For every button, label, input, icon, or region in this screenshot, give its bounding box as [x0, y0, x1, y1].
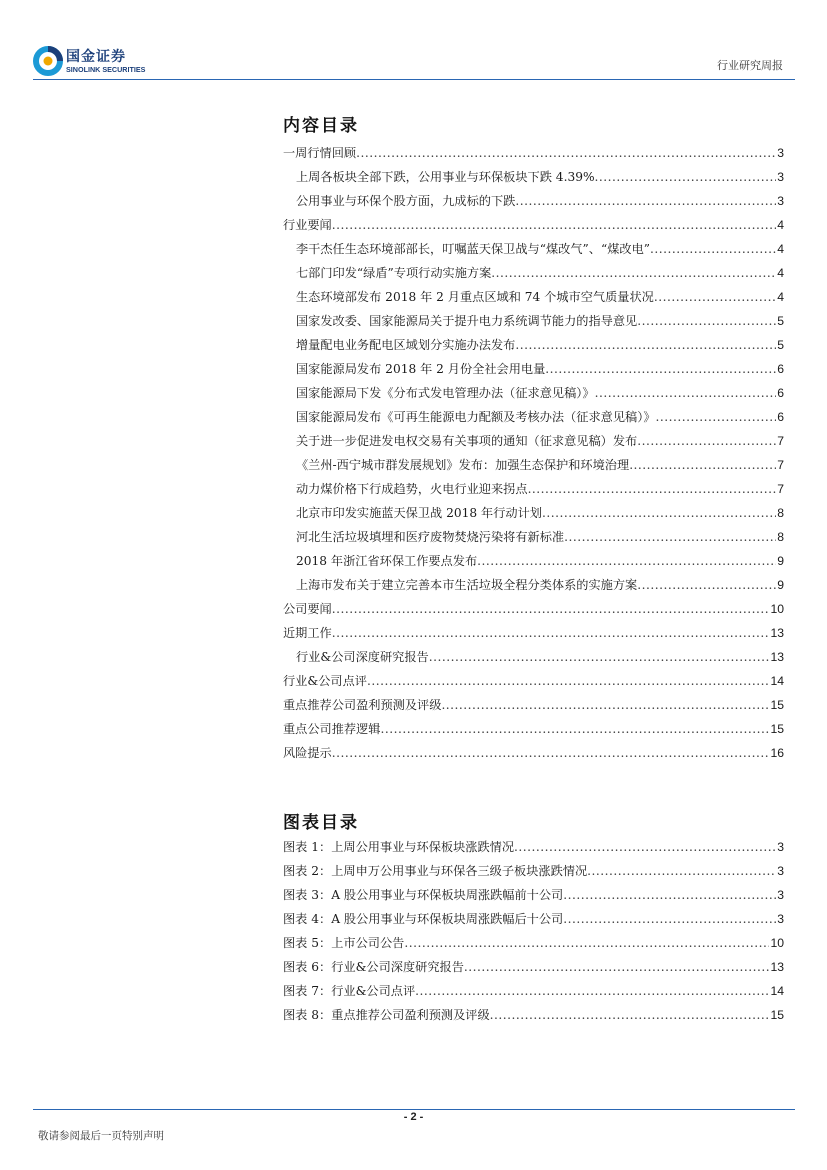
figure-entry-text[interactable]: 图表 3：A 股公用事业与环保板块周涨跌幅前十公司 [283, 888, 564, 902]
dot-leader [637, 429, 776, 453]
toc-entry[interactable] [283, 693, 784, 717]
figure-entry-page[interactable]: 10 [770, 936, 784, 950]
toc-entry[interactable] [283, 621, 784, 645]
dot-leader [564, 525, 776, 549]
toc-entry-text[interactable]: 行业&公司深度研究报告 [296, 650, 429, 664]
toc-entry-text[interactable]: 国家能源局发布《可再生能源电力配额及考核办法（征求意见稿）》 [296, 410, 656, 424]
toc-entry-text[interactable]: 风险提示 [283, 746, 332, 760]
toc-entry-page[interactable]: 9 [777, 578, 784, 592]
dot-leader [332, 597, 770, 621]
contents-list [283, 141, 784, 765]
dot-leader [490, 1003, 770, 1027]
toc-entry-page[interactable]: 15 [770, 722, 784, 736]
figure-entry[interactable] [283, 907, 784, 931]
toc-entry-page[interactable]: 4 [777, 242, 784, 256]
dot-leader [595, 165, 777, 189]
toc-entry-page[interactable]: 5 [777, 314, 784, 328]
toc-entry-page[interactable]: 6 [777, 386, 784, 400]
sinolink-logo-icon [33, 46, 63, 76]
figure-entry[interactable] [283, 931, 784, 955]
toc-entry-text[interactable]: 增量配电业务配电区域划分实施办法发布 [296, 338, 516, 352]
toc-entry-text[interactable]: 国家能源局发布 2018 年 2 月份全社会用电量 [296, 362, 546, 376]
toc-entry-page[interactable]: 8 [777, 530, 784, 544]
toc-entry[interactable] [283, 741, 784, 765]
dot-leader [356, 141, 776, 165]
toc-entry-text[interactable]: 北京市印发实施蓝天保卫战 2018 年行动计划 [296, 506, 542, 520]
figures-list [283, 835, 784, 1027]
dot-leader [332, 621, 770, 645]
dot-leader [545, 357, 776, 381]
toc-entry[interactable] [283, 645, 784, 669]
toc-entry-text[interactable]: 河北生活垃圾填埋和医疗废物焚烧污染将有新标准 [296, 530, 565, 544]
toc-entry[interactable] [283, 213, 784, 237]
dot-leader [415, 979, 769, 1003]
toc-entry-page[interactable]: 7 [777, 434, 784, 448]
toc-entry-page[interactable]: 3 [777, 146, 784, 160]
dot-leader [332, 741, 770, 765]
dot-leader [563, 907, 776, 931]
toc-entry[interactable] [283, 549, 784, 573]
toc-entry[interactable] [283, 717, 784, 741]
dot-leader [563, 883, 776, 907]
toc-entry[interactable] [283, 333, 784, 357]
figure-entry[interactable] [283, 955, 784, 979]
toc-entry-page[interactable]: 6 [777, 362, 784, 376]
header-divider [33, 79, 795, 80]
dot-leader [515, 333, 776, 357]
figure-entry-page[interactable]: 13 [770, 960, 784, 974]
figure-entry-text[interactable]: 图表 6：行业&公司深度研究报告 [283, 960, 464, 974]
toc-entry-text[interactable]: 公司要闻 [283, 602, 332, 616]
figure-entry-page[interactable]: 14 [770, 984, 784, 998]
dot-leader [528, 477, 777, 501]
toc-entry-page[interactable]: 5 [777, 338, 784, 352]
figure-entry-text[interactable]: 图表 8：重点推荐公司盈利预测及评级 [283, 1008, 490, 1022]
contents-title: 内容目录 [283, 116, 359, 136]
dot-leader [514, 835, 776, 859]
toc-entry[interactable] [283, 357, 784, 381]
toc-entry-page[interactable]: 14 [770, 674, 784, 688]
toc-entry[interactable] [283, 141, 784, 165]
dot-leader [654, 285, 776, 309]
toc-entry[interactable] [283, 285, 784, 309]
toc-entry[interactable] [283, 669, 784, 693]
dot-leader [491, 261, 776, 285]
toc-entry-page[interactable]: 3 [777, 170, 784, 184]
dot-leader [464, 955, 770, 979]
dot-leader [542, 501, 776, 525]
toc-entry[interactable] [283, 429, 784, 453]
toc-entry[interactable] [283, 525, 784, 549]
figure-entry[interactable] [283, 835, 784, 859]
dot-leader [441, 693, 769, 717]
toc-entry-page[interactable]: 7 [777, 482, 784, 496]
toc-entry-text[interactable]: 行业要闻 [283, 218, 332, 232]
toc-entry-page[interactable]: 10 [770, 602, 784, 616]
figure-entry-page[interactable]: 3 [777, 888, 784, 902]
toc-entry-text[interactable]: 国家能源局下发《分布式发电管理办法（征求意见稿）》 [296, 386, 595, 400]
footer-disclaimer: 敬请参阅最后一页特别声明 [38, 1130, 164, 1142]
toc-entry-page[interactable]: 3 [777, 194, 784, 208]
toc-entry-text[interactable]: 2018 年浙江省环保工作要点发布 [296, 554, 478, 568]
dot-leader [404, 931, 769, 955]
figure-entry-text[interactable]: 图表 4：A 股公用事业与环保板块周涨跌幅后十公司 [283, 912, 564, 926]
toc-entry[interactable] [283, 405, 784, 429]
toc-entry-text[interactable]: 关于进一步促进发电权交易有关事项的通知（征求意见稿）发布 [296, 434, 638, 448]
toc-entry-page[interactable]: 7 [777, 458, 784, 472]
figure-entry-page[interactable]: 3 [777, 912, 784, 926]
toc-entry-text[interactable]: 重点公司推荐逻辑 [283, 722, 381, 736]
toc-entry[interactable] [283, 597, 784, 621]
toc-entry-page[interactable]: 6 [777, 410, 784, 424]
toc-entry-page[interactable]: 13 [770, 650, 784, 664]
figure-entry-text[interactable]: 图表 7：行业&公司点评 [283, 984, 416, 998]
dot-leader [595, 381, 777, 405]
report-type: 行业研究周报 [717, 59, 783, 72]
toc-entry-text[interactable]: 行业&公司点评 [283, 674, 367, 688]
toc-entry-text[interactable]: 公用事业与环保个股方面，九成标的下跌 [296, 194, 516, 208]
dot-leader [477, 549, 776, 573]
toc-entry-text[interactable]: 重点推荐公司盈利预测及评级 [283, 698, 442, 712]
toc-entry[interactable] [283, 261, 784, 285]
dot-leader [656, 405, 777, 429]
toc-entry-text[interactable]: 《兰州-西宁城市群发展规划》发布：加强生态保护和环境治理 [296, 458, 630, 472]
toc-entry[interactable] [283, 453, 784, 477]
figures-title: 图表目录 [283, 813, 359, 833]
toc-entry-text[interactable]: 生态环境部发布 2018 年 2 月重点区域和 74 个城市空气质量状况 [296, 290, 654, 304]
toc-entry[interactable] [283, 165, 784, 189]
toc-entry-text[interactable]: 一周行情回顾 [283, 146, 357, 160]
dot-leader [650, 237, 776, 261]
toc-entry-text[interactable]: 七部门印发“绿盾”专项行动实施方案 [296, 266, 492, 280]
toc-entry-text[interactable]: 动力煤价格下行成趋势，火电行业迎来拐点 [296, 482, 528, 496]
dot-leader [381, 717, 770, 741]
figure-entry[interactable] [283, 979, 784, 1003]
dot-leader [587, 859, 776, 883]
toc-entry-text[interactable]: 上海市发布关于建立完善本市生活垃圾全程分类体系的实施方案 [296, 578, 638, 592]
toc-entry-text[interactable]: 李干杰任生态环境部部长，叮嘱蓝天保卫战与“煤改气”、“煤改电” [296, 242, 650, 256]
toc-entry-page[interactable]: 9 [777, 554, 784, 568]
dot-leader [515, 189, 776, 213]
logo-core [44, 57, 53, 66]
figure-entry-page[interactable]: 15 [770, 1008, 784, 1022]
toc-entry[interactable] [283, 477, 784, 501]
toc-entry-page[interactable]: 16 [770, 746, 784, 760]
figure-entry[interactable] [283, 859, 784, 883]
toc-entry-page[interactable]: 4 [777, 290, 784, 304]
figure-entry-page[interactable]: 3 [777, 840, 784, 854]
dot-leader [429, 645, 770, 669]
toc-entry-page[interactable]: 4 [777, 218, 784, 232]
toc-entry-page[interactable]: 13 [770, 626, 784, 640]
toc-entry[interactable] [283, 309, 784, 333]
figure-entry[interactable] [283, 1003, 784, 1027]
toc-entry-page[interactable]: 4 [777, 266, 784, 280]
brand-name-en: SINOLINK SECURITIES [66, 65, 146, 74]
figure-entry-page[interactable]: 3 [777, 864, 784, 878]
toc-entry[interactable] [283, 237, 784, 261]
toc-entry-text[interactable]: 国家发改委、国家能源局关于提升电力系统调节能力的指导意见 [296, 314, 638, 328]
dot-leader [367, 669, 769, 693]
toc-entry[interactable] [283, 381, 784, 405]
dot-leader [332, 213, 776, 237]
page-header [0, 0, 827, 80]
toc-entry-page[interactable]: 8 [777, 506, 784, 520]
toc-entry[interactable] [283, 501, 784, 525]
footer-divider [33, 1109, 795, 1110]
figure-entry-text[interactable]: 图表 1：上周公用事业与环保板块涨跌情况 [283, 840, 515, 854]
toc-entry-page[interactable]: 15 [770, 698, 784, 712]
dot-leader [637, 573, 776, 597]
toc-entry-text[interactable]: 近期工作 [283, 626, 332, 640]
dot-leader [637, 309, 776, 333]
figure-entry[interactable] [283, 883, 784, 907]
toc-entry-text[interactable]: 上周各板块全部下跌，公用事业与环保板块下跌 4.39% [296, 170, 595, 184]
toc-entry[interactable] [283, 189, 784, 213]
toc-entry[interactable] [283, 573, 784, 597]
dot-leader [629, 453, 776, 477]
figure-entry-text[interactable]: 图表 2：上周申万公用事业与环保各三级子板块涨跌情况 [283, 864, 588, 878]
brand-name-cn: 国金证券 [66, 49, 126, 65]
figure-entry-text[interactable]: 图表 5：上市公司公告 [283, 936, 405, 950]
page-number: - 2 - [403, 1111, 424, 1123]
